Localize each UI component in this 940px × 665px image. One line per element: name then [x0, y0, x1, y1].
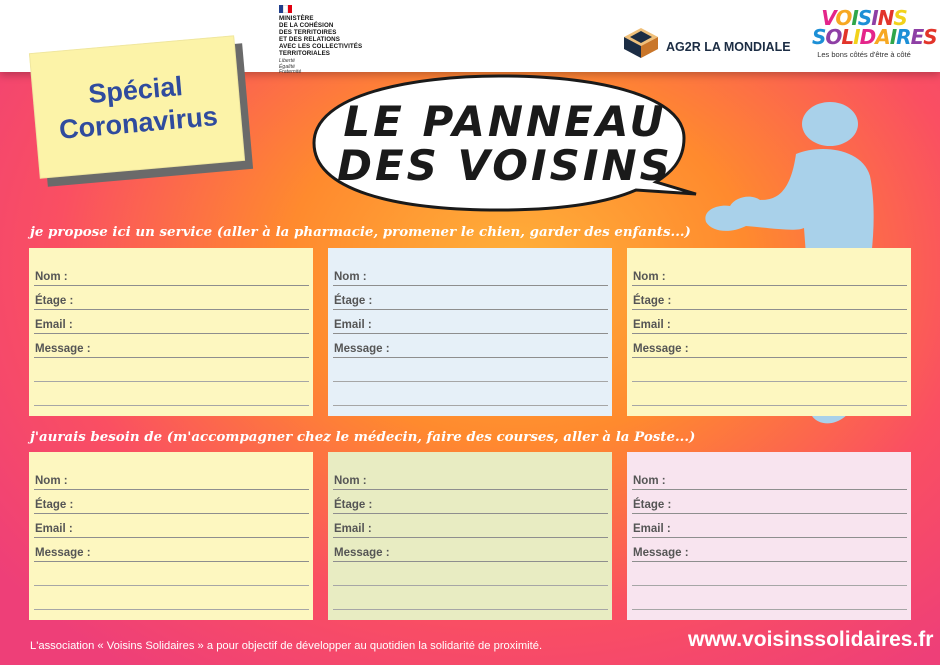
field-label: Email : — [35, 319, 73, 331]
field-label: Étage : — [334, 499, 373, 511]
email-field[interactable] — [34, 514, 309, 538]
voisins-solidaires-logo — [812, 6, 937, 59]
message-line[interactable] — [333, 586, 608, 610]
floor-field[interactable] — [632, 286, 907, 310]
field-label: Nom : — [633, 271, 666, 283]
note-line: Coronavirus — [57, 101, 219, 145]
ministry-line: AVEC LES COLLECTIVITÉS — [279, 43, 363, 50]
email-field[interactable] — [34, 310, 309, 334]
message-field[interactable] — [34, 538, 309, 562]
title-line: LE PANNEAU — [343, 97, 667, 146]
email-field[interactable] — [333, 514, 608, 538]
motto-line: Fraternité — [279, 69, 302, 75]
need-section-heading: j'aurais besoin de (m'accompagner chez le médecin, faire des courses, aller à la Poste...) — [30, 429, 696, 445]
footer-statement: L'association « Voisins Solidaires » a pour objectif de développer au quotidien la solidarité de proximité. — [30, 640, 543, 652]
ag2r-cube-logo-icon — [622, 27, 660, 59]
floor-field[interactable] — [34, 490, 309, 514]
ag2r-brand-name: AG2R LA MONDIALE — [666, 40, 791, 54]
logo-word-solidaires: SOLIDAIRES — [812, 25, 937, 49]
field-label: Nom : — [35, 475, 68, 487]
field-label: Email : — [334, 523, 372, 535]
ministry-block — [279, 15, 389, 76]
message-field[interactable] — [333, 538, 608, 562]
field-label: Message : — [633, 547, 689, 559]
need-card — [29, 452, 313, 620]
message-line[interactable] — [632, 358, 907, 382]
need-card — [627, 452, 911, 620]
name-field[interactable] — [632, 466, 907, 490]
ministry-line: DES TERRITOIRES — [279, 29, 337, 36]
name-field[interactable] — [34, 262, 309, 286]
message-line[interactable] — [34, 358, 309, 382]
field-label: Message : — [334, 547, 390, 559]
field-label: Étage : — [35, 295, 74, 307]
name-field[interactable] — [632, 262, 907, 286]
ministry-line: MINISTÈRE — [279, 15, 314, 22]
message-line[interactable] — [333, 562, 608, 586]
name-field[interactable] — [34, 466, 309, 490]
email-field[interactable] — [333, 310, 608, 334]
website-link[interactable]: www.voisinssolidaires.fr — [688, 628, 934, 651]
logo-word-voisins: VOISINS — [821, 6, 907, 30]
need-card — [328, 452, 612, 620]
field-label: Nom : — [35, 271, 68, 283]
email-field[interactable] — [632, 514, 907, 538]
message-line[interactable] — [632, 562, 907, 586]
field-label: Étage : — [35, 499, 74, 511]
french-flag-icon — [279, 5, 292, 13]
field-label: Email : — [633, 523, 671, 535]
ministry-line: DE LA COHÉSION — [279, 22, 334, 29]
field-label: Email : — [35, 523, 73, 535]
field-label: Étage : — [633, 499, 672, 511]
message-line[interactable] — [34, 382, 309, 406]
offer-card — [29, 248, 313, 416]
message-line[interactable] — [333, 382, 608, 406]
motto-line: Liberté — [279, 58, 295, 64]
logo-tagline: Les bons côtés d'être à côté — [817, 50, 911, 59]
message-field[interactable] — [632, 334, 907, 358]
ministry-line: ET DES RELATIONS — [279, 36, 340, 43]
field-label: Email : — [334, 319, 372, 331]
ministry-line: TERRITORIALES — [279, 50, 331, 57]
motto-line: Égalité — [279, 63, 295, 70]
message-line[interactable] — [34, 586, 309, 610]
name-field[interactable] — [333, 466, 608, 490]
message-field[interactable] — [333, 334, 608, 358]
field-label: Message : — [334, 343, 390, 355]
message-field[interactable] — [34, 334, 309, 358]
offer-card — [627, 248, 911, 416]
floor-field[interactable] — [34, 286, 309, 310]
title-line: DES VOISINS — [337, 141, 673, 190]
floor-field[interactable] — [632, 490, 907, 514]
special-coronavirus-note — [29, 35, 245, 178]
field-label: Nom : — [633, 475, 666, 487]
note-line: Spécial — [87, 71, 184, 110]
name-field[interactable] — [333, 262, 608, 286]
offer-card — [328, 248, 612, 416]
offer-section-heading: je propose ici un service (aller à la pharmacie, promener le chien, garder des enfants...) — [30, 224, 691, 240]
field-label: Message : — [35, 343, 91, 355]
message-line[interactable] — [632, 382, 907, 406]
field-label: Nom : — [334, 271, 367, 283]
field-label: Étage : — [334, 295, 373, 307]
floor-field[interactable] — [333, 490, 608, 514]
floor-field[interactable] — [333, 286, 608, 310]
field-label: Étage : — [633, 295, 672, 307]
field-label: Email : — [633, 319, 671, 331]
email-field[interactable] — [632, 310, 907, 334]
message-line[interactable] — [333, 358, 608, 382]
speech-bubble — [284, 72, 744, 214]
field-label: Message : — [35, 547, 91, 559]
message-line[interactable] — [632, 586, 907, 610]
field-label: Message : — [633, 343, 689, 355]
message-line[interactable] — [34, 562, 309, 586]
field-label: Nom : — [334, 475, 367, 487]
message-field[interactable] — [632, 538, 907, 562]
